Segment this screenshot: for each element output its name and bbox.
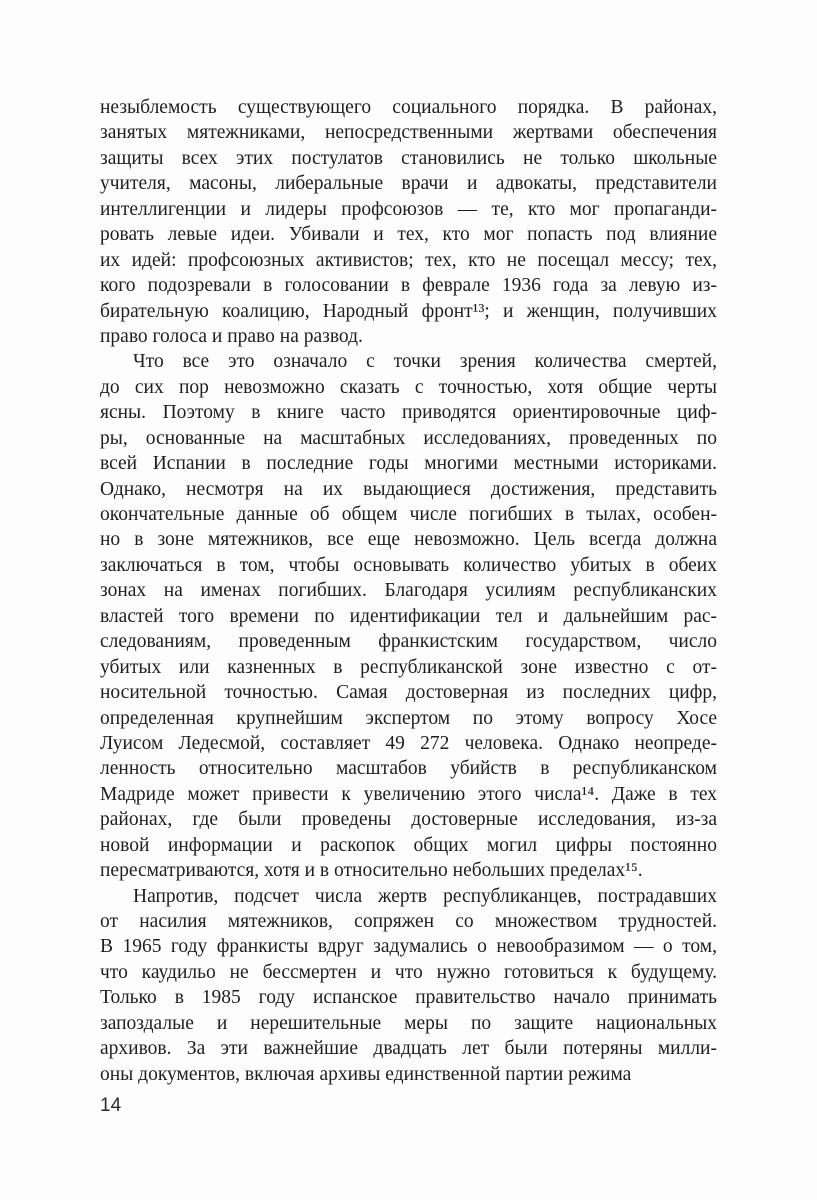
text-line: интеллигенции и лидеры профсоюзов — те, кто мог пропаганди- — [100, 198, 717, 220]
text-line: носительной точностью. Самая достоверная из последних цифр, — [100, 682, 717, 704]
text-line: Напротив, подсчет числа жертв республиканцев, пострадавших — [133, 885, 717, 907]
text-line: пересматриваются, хотя и в относительно небольших пределах¹⁵. — [100, 860, 643, 882]
text-line: занятых мятежниками, непосредственными жертвами обеспечения — [100, 122, 717, 144]
text-line: Луисом Ледесмой, составляет 49 272 человека. Однако неопреде- — [100, 732, 717, 754]
text-line: защиты всех этих постулатов становились не только школьные — [100, 147, 717, 169]
text-line: право голоса и право на развод. — [100, 325, 363, 347]
paragraph — [100, 349, 717, 883]
text-line: бирательную коалицию, Народный фронт¹³; и женщин, получивших — [100, 300, 717, 322]
text-line: заключаться в том, чтобы основывать количество убитых в обеих — [100, 554, 717, 576]
text-line: запоздалые и нерешительные меры по защите национальных — [100, 1012, 717, 1034]
text-line: Только в 1985 году испанское правительство начало принимать — [100, 987, 717, 1009]
text-line: до сих пор невозможно сказать с точностью, хотя общие черты — [100, 376, 717, 398]
text-line: Мадриде может привести к увеличению этого числа¹⁴. Даже в тех — [100, 783, 717, 805]
text-line: архивов. За эти важнейшие двадцать лет были потеряны милли- — [100, 1038, 717, 1060]
text-line: Однако, несмотря на их выдающиеся достижения, представить — [100, 478, 717, 500]
text-line: что каудильо не бессмертен и что нужно готовиться к будущему. — [100, 961, 717, 983]
text-line: оны документов, включая архивы единственной партии режима — [100, 1063, 632, 1085]
paragraph — [100, 95, 717, 349]
text-line: от насилия мятежников, сопряжен со множеством трудностей. — [100, 911, 717, 932]
page-number: 14 — [100, 1095, 122, 1116]
text-line: ры, основанные на масштабных исследованиях, проведенных по — [100, 427, 717, 449]
text-line: незыблемость существующего социального порядка. В районах, — [100, 97, 717, 118]
text-line: но в зоне мятежников, все еще невозможно. Цель всегда должна — [100, 529, 717, 551]
text-line: В 1965 году франкисты вдруг задумались о невообразимом — о том, — [100, 936, 717, 958]
text-line: следованиям, проведенным франкистским государством, число — [100, 631, 717, 653]
text-block — [100, 95, 717, 1087]
text-line: районах, где были проведены достоверные исследования, из-за — [100, 809, 717, 831]
paragraph — [100, 884, 717, 1088]
text-line: учителя, масоны, либеральные врачи и адвокаты, представители — [100, 173, 717, 195]
text-line: ровать левые идеи. Убивали и тех, кто мог попасть под влияние — [100, 224, 717, 246]
text-line: их идей: профсоюзных активистов; тех, кто не посещал мессу; тех, — [100, 249, 717, 271]
text-line: ленность относительно масштабов убийств в республиканском — [100, 758, 717, 780]
text-line: властей того времени по идентификации тел и дальнейшим рас- — [100, 605, 717, 627]
text-line: Что все это означало с точки зрения количества смертей, — [133, 351, 717, 373]
text-line: ясны. Поэтому в книге часто приводятся ориентировочные циф- — [100, 402, 717, 424]
text-line: зонах на именах погибших. Благодаря усилиям республиканских — [100, 580, 717, 602]
text-line: новой информации и раскопок общих могил цифры постоянно — [100, 834, 717, 856]
text-line: определенная крупнейшим экспертом по этому вопросу Хосе — [100, 707, 717, 729]
text-line: окончательные данные об общем числе погибших в тылах, особен- — [100, 504, 717, 525]
text-line: кого подозревали в голосовании в феврале 1936 года за левую из- — [100, 275, 717, 297]
text-line: убитых или казненных в республиканской зоне известно с от- — [100, 656, 717, 678]
text-line: всей Испании в последние годы многими местными историками. — [100, 453, 717, 475]
